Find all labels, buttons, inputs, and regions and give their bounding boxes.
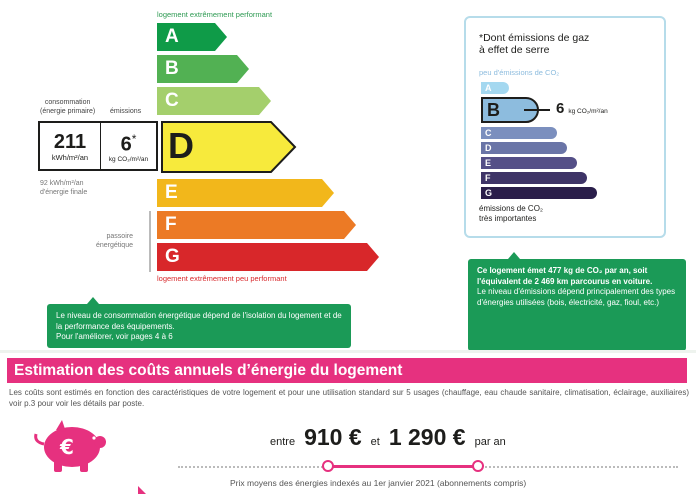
- energy-class-letter: C: [157, 87, 259, 115]
- dpe-bottom-label: logement extrêmement peu performant: [157, 274, 287, 283]
- section-divider: [0, 350, 696, 353]
- dpe-top-label: logement extrêmement performant: [157, 10, 273, 19]
- ges-class-d: [481, 142, 567, 154]
- price-note: Prix moyens des énergies indexés au 1er janvier 2021 (abonnements compris): [230, 478, 527, 488]
- costs-intro: Les coûts sont estimés en fonction des caractéristiques de votre logement et pour une utilisation standard sur 5 usages (chauffage, eau chaude sanitaire, climatisation, éclairage, auxiliaires) voir p.3 pour voir les détails par poste.: [9, 388, 689, 408]
- energy-class-letter: F: [157, 211, 344, 239]
- energy-class-arrow: [367, 243, 379, 271]
- energy-class-arrow: [259, 87, 271, 115]
- ges-class-letter: B: [481, 97, 539, 123]
- cost-and: et: [370, 436, 380, 448]
- cost-between: entre: [270, 436, 296, 448]
- energy-class-letter: B: [157, 55, 237, 83]
- ges-class-letter: A: [481, 82, 509, 94]
- emissions-cell: [101, 123, 156, 169]
- ges-info-arrow: [508, 252, 520, 259]
- consumption-value: 211: [53, 130, 87, 153]
- energy-class-b: [157, 55, 249, 83]
- consumption-label: consommation (énergie primaire): [40, 99, 96, 115]
- ges-info-box: [468, 259, 686, 351]
- ges-info-text: Le niveau d'émissions dépend principalement des types d'énergies utilisées (bois, électricité, gaz, fioul, etc.): [477, 287, 676, 307]
- ges-class-a: [481, 82, 509, 94]
- dpe-values-box: [38, 121, 158, 171]
- ges-class-f: [481, 172, 587, 184]
- ges-top-label: peu d'émissions de CO₂: [479, 68, 560, 77]
- ges-class-letter: G: [481, 187, 597, 199]
- pink-corner-arrow: [138, 486, 146, 494]
- ges-class-e: [481, 157, 577, 169]
- ges-bottom-label: émissions de CO₂ très importantes: [479, 204, 544, 223]
- passoire-label: passoire énergétique: [96, 233, 133, 249]
- costs-title: Estimation des coûts annuels d’énergie du logement: [7, 358, 687, 383]
- svg-text:€: €: [60, 435, 74, 459]
- energy-class-c: [157, 87, 271, 115]
- cost-scale-range: [328, 465, 478, 468]
- ges-title: *Dont émissions de gaz à effet de serre: [479, 32, 590, 56]
- cost-scale-min-marker: [322, 460, 334, 472]
- ges-class-letter: F: [481, 172, 587, 184]
- emissions-value-row: [121, 128, 137, 156]
- energy-class-g: [157, 243, 379, 271]
- energy-class-arrow: [322, 179, 334, 207]
- energy-class-arrow: [237, 55, 249, 83]
- ges-class-letter: E: [481, 157, 577, 169]
- cost-scale: [178, 466, 678, 468]
- energy-class-letter: G: [157, 243, 367, 271]
- energy-class-d-current: [161, 121, 301, 171]
- consumption-unit: kWh/m²/an: [51, 152, 89, 162]
- ges-class-letter: D: [481, 142, 567, 154]
- ges-class-letter: C: [481, 127, 557, 139]
- emissions-value: 6: [120, 133, 132, 156]
- energy-class-f: [157, 211, 356, 239]
- ges-value-line: [524, 109, 550, 111]
- ges-class-c: [481, 127, 557, 139]
- energy-class-e: [157, 179, 334, 207]
- cost-max: 1 290 €: [388, 424, 466, 450]
- ges-value-row: [556, 100, 608, 117]
- cost-per-year: par an: [474, 436, 506, 448]
- ges-info-bold: Ce logement émet 477 kg de CO₂ par an, soit l'équivalent de 2 469 km parcourus en voiture.: [477, 266, 653, 286]
- ges-panel: [464, 16, 666, 238]
- cost-min: 910 €: [304, 424, 362, 450]
- energy-class-letter: E: [157, 179, 322, 207]
- ges-value: 6: [556, 100, 565, 117]
- piggy-bank-euro-icon: [32, 420, 112, 474]
- energy-class-letter: D: [168, 125, 194, 166]
- ges-class-g: [481, 187, 597, 199]
- cost-range: [270, 424, 506, 451]
- energy-class-a: [157, 23, 227, 51]
- energy-class-arrow: [215, 23, 227, 51]
- emissions-star: *: [131, 131, 137, 146]
- ges-unit: kg CO₂/m²/an: [568, 108, 608, 115]
- cost-scale-max-marker: [472, 460, 484, 472]
- dpe-info-box: [47, 304, 351, 348]
- energy-class-arrow: [344, 211, 356, 239]
- final-energy: 92 kWh/m²/an d'énergie finale: [40, 180, 88, 196]
- emissions-label: émissions: [110, 108, 142, 115]
- energy-class-letter: A: [157, 23, 215, 51]
- consumption-cell: [40, 123, 101, 169]
- passoire-bracket: [149, 211, 151, 272]
- dpe-info-text: Le niveau de consommation énergétique dépend de l'isolation du logement et de la performance des équipements. Pour l'améliorer, voir pages 4 à 6: [56, 311, 342, 341]
- emissions-unit: kg CO₂/m²/an: [108, 156, 149, 164]
- dpe-info-arrow: [87, 297, 99, 304]
